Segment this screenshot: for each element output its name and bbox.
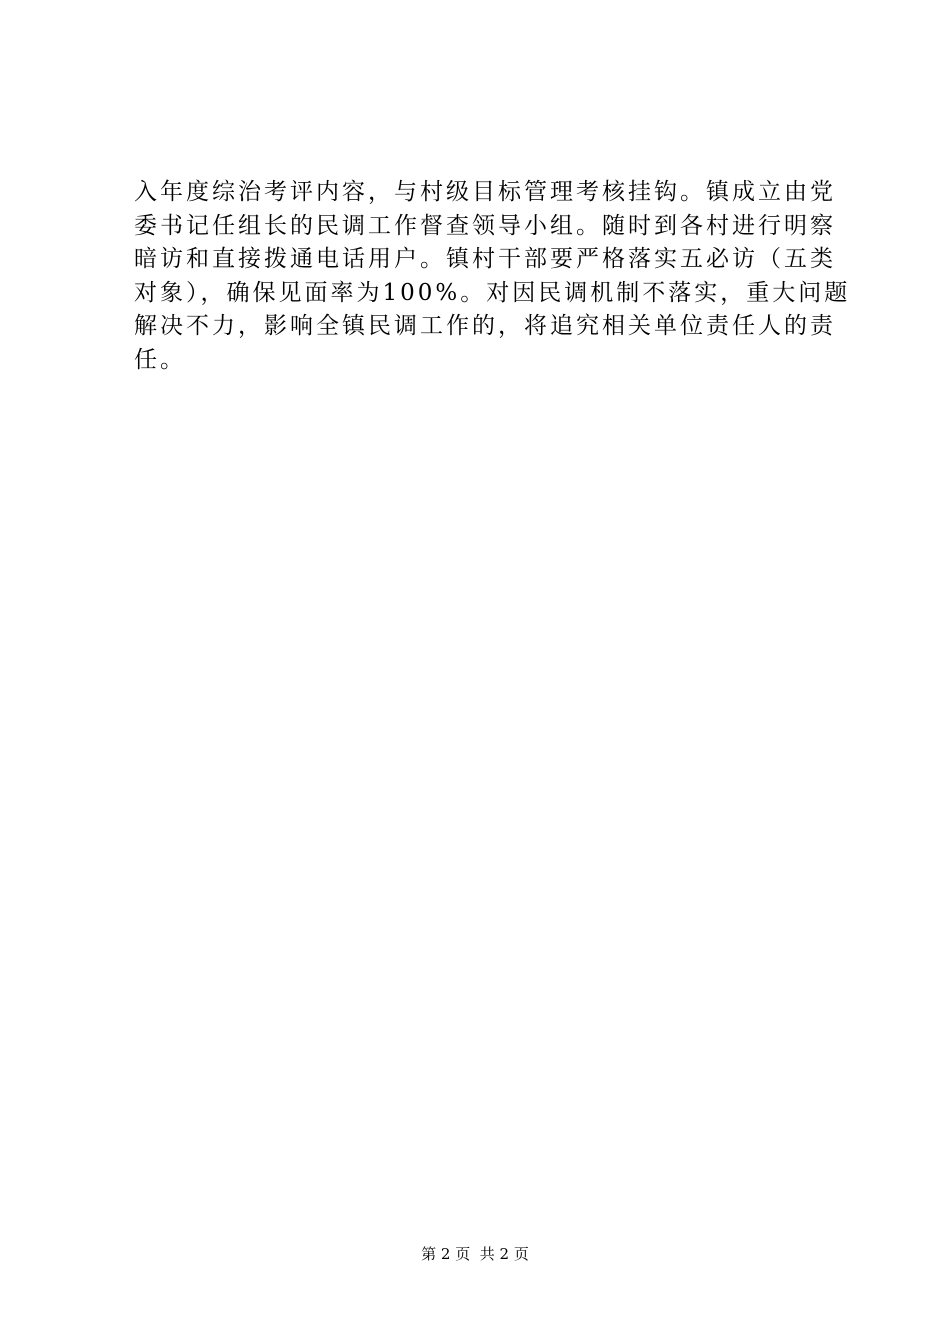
paragraph-line: 任。	[134, 346, 186, 373]
body-paragraph	[134, 176, 851, 377]
page-footer	[0, 1244, 950, 1264]
paragraph-line: 入年度综治考评内容，与村级目标管理考核挂钩。镇成立由党	[134, 179, 836, 205]
paragraph-line: 委书记任组长的民调工作督查领导小组。随时到各村进行明察	[134, 212, 836, 239]
paragraph-line: 解决不力，影响全镇民调工作的，将追究相关单位责任人的责	[134, 313, 836, 339]
page-number-label: 第 2 页 共 2 页	[421, 1245, 529, 1263]
paragraph-line: 对象），确保见面率为100%。对因民调机制不落实，重大问题	[134, 279, 851, 306]
paragraph-line: 暗访和直接拨通电话用户。镇村干部要严格落实五必访（五类	[134, 246, 836, 272]
